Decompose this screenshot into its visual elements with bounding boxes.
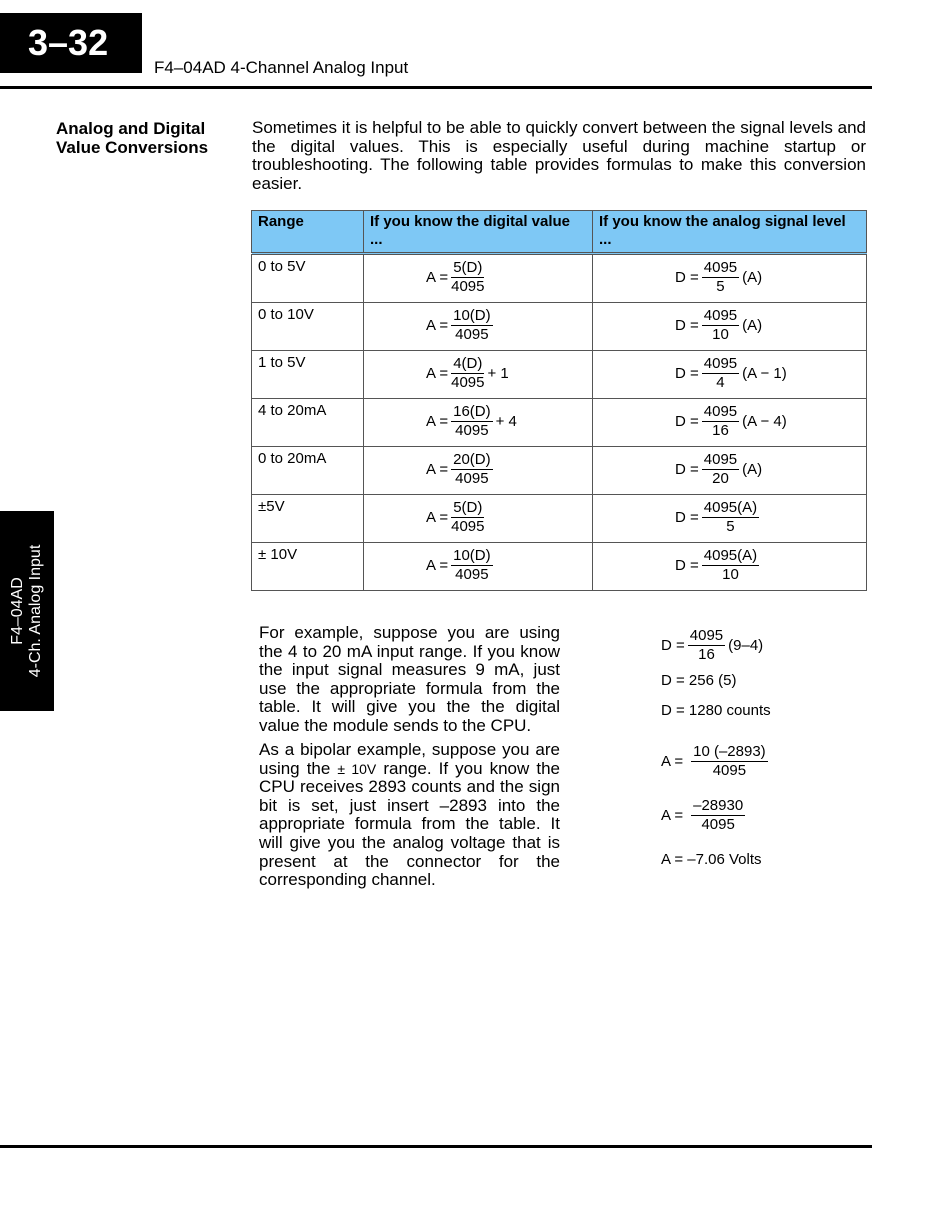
- formula-numerator: 4095: [703, 451, 738, 468]
- range-cell: 0 to 20mA: [252, 447, 364, 495]
- formula-suffix: (A): [742, 461, 763, 478]
- formula-lhs: D =: [675, 269, 699, 286]
- example-eq-2: D = 256 (5): [661, 672, 737, 689]
- table-row: [252, 447, 867, 495]
- formula-denominator: 10: [722, 566, 739, 583]
- formula-lhs: A =: [426, 317, 449, 334]
- digital-formula-cell: [364, 254, 593, 303]
- formula-denominator: 4095: [455, 326, 489, 343]
- eq4-den: 4095: [712, 762, 747, 779]
- formula-lhs: A =: [426, 461, 449, 478]
- formula-denominator: 20: [712, 470, 729, 487]
- header-digital: If you know the digital value ...: [364, 211, 593, 254]
- formula-lhs: A =: [426, 365, 449, 382]
- bipolar-range: ± 10V: [337, 760, 377, 777]
- table-row: [252, 254, 867, 303]
- range-cell: 0 to 5V: [252, 254, 364, 303]
- formula-fraction: [702, 547, 759, 584]
- side-tab-line2: 4-Ch. Analog Input: [27, 544, 44, 678]
- analog-formula-cell: [593, 303, 867, 351]
- intro-paragraph: Sometimes it is helpful to be able to quickly convert between the signal levels and the digital values. This is especially useful during machine startup or troubleshooting. The following table provides formulas to make this conversion easier.: [252, 118, 866, 193]
- example-eq-1: [661, 627, 763, 664]
- formula-fraction: [702, 307, 739, 344]
- digital-formula-cell: [364, 399, 593, 447]
- formula-fraction: [702, 259, 739, 296]
- formula-numerator: 5(D): [453, 499, 483, 516]
- eq1-fraction: [688, 627, 725, 664]
- eq1-suffix: (9–4): [728, 637, 764, 654]
- example-eq-6: A = –7.06 Volts: [661, 851, 762, 868]
- eq1-num: 4095: [689, 627, 724, 644]
- formula-lhs: A =: [426, 509, 449, 526]
- formula-numerator: 4095: [703, 307, 738, 324]
- eq5-fraction: [691, 797, 745, 834]
- eq4-fraction: [691, 743, 768, 780]
- table-row: [252, 495, 867, 543]
- header-rule: [0, 86, 872, 89]
- formula-numerator: 10(D): [453, 307, 491, 324]
- conversion-table: [251, 210, 867, 591]
- range-cell: 4 to 20mA: [252, 399, 364, 447]
- formula-numerator: 4095(A): [703, 547, 758, 564]
- formula-numerator: 4095: [703, 355, 738, 372]
- bipolar-example-text: [259, 741, 560, 890]
- formula-numerator: 4(D): [453, 355, 483, 372]
- formula-denominator: 4: [716, 374, 725, 391]
- range-cell: 0 to 10V: [252, 303, 364, 351]
- example-eq-4: [661, 743, 771, 780]
- range-cell: 1 to 5V: [252, 351, 364, 399]
- eq5-lhs: A =: [661, 807, 684, 824]
- example-eq-3: D = 1280 counts: [661, 702, 771, 719]
- formula-numerator: 4095: [703, 259, 738, 276]
- analog-formula-cell: [593, 351, 867, 399]
- formula-fraction: [451, 499, 484, 536]
- formula-lhs: D =: [675, 317, 699, 334]
- range-cell: ± 10V: [252, 543, 364, 591]
- formula-denominator: 5: [716, 278, 725, 295]
- formula-lhs: A =: [426, 557, 449, 574]
- formula-lhs: D =: [675, 509, 699, 526]
- formula-fraction: [702, 403, 739, 440]
- formula-suffix: (A): [742, 317, 763, 334]
- unipolar-example-text: For example, suppose you are using the 4 to 20 mA input range. If you know the input signal measures 9 mA, just use the appropriate formula from the table. It will give you the the digital value the module sends to the CPU.: [259, 623, 560, 735]
- running-title: F4–04AD 4-Channel Analog Input: [154, 58, 409, 77]
- section-heading: [56, 119, 226, 157]
- table-row: [252, 351, 867, 399]
- formula-numerator: 16(D): [453, 403, 491, 420]
- bipolar-text-part1: As a bipolar example, suppose you are using the: [259, 740, 560, 778]
- digital-formula-cell: [364, 543, 593, 591]
- formula-denominator: 4095: [455, 422, 489, 439]
- formula-denominator: 4095: [451, 518, 485, 535]
- formula-lhs: A =: [426, 413, 449, 430]
- formula-fraction: [451, 403, 493, 440]
- formula-fraction: [451, 451, 493, 488]
- formula-suffix: (A): [742, 269, 763, 286]
- formula-lhs: D =: [675, 413, 699, 430]
- section-heading-line1: Analog and Digital: [56, 119, 206, 138]
- formula-lhs: D =: [675, 461, 699, 478]
- analog-formula-cell: [593, 399, 867, 447]
- footer-rule: [0, 1145, 872, 1148]
- table-row: [252, 543, 867, 591]
- formula-denominator: 4095: [451, 278, 485, 295]
- analog-formula-cell: [593, 254, 867, 303]
- formula-numerator: 4095(A): [703, 499, 758, 516]
- formula-lhs: D =: [675, 365, 699, 382]
- formula-lhs: D =: [675, 557, 699, 574]
- formula-suffix: + 1: [487, 365, 509, 382]
- eq4-lhs: A =: [661, 753, 684, 770]
- formula-fraction: [702, 451, 739, 488]
- formula-fraction: [451, 547, 493, 584]
- formula-numerator: 5(D): [453, 259, 483, 276]
- formula-numerator: 20(D): [453, 451, 491, 468]
- formula-numerator: 4095: [703, 403, 738, 420]
- analog-formula-cell: [593, 543, 867, 591]
- table-row: [252, 303, 867, 351]
- bipolar-text-part2: range. If you know the CPU receives 2893 counts and the sign bit is set, just insert –2893 into the appropriate formula from the table. It will give you the analog voltage that is present at the connector for the corresponding channel.: [259, 758, 560, 890]
- formula-denominator: 4095: [451, 374, 485, 391]
- eq1-lhs: D =: [661, 637, 685, 654]
- table-header-row: [252, 211, 867, 254]
- chapter-side-tab: [0, 511, 54, 711]
- side-tab-line1: F4–04AD: [9, 577, 26, 645]
- formula-fraction: [451, 307, 493, 344]
- formula-denominator: 4095: [455, 470, 489, 487]
- formula-denominator: 16: [712, 422, 729, 439]
- header-analog: If you know the analog signal level ...: [593, 211, 867, 254]
- formula-suffix: + 4: [495, 413, 517, 430]
- section-heading-line2: Value Conversions: [56, 138, 209, 157]
- formula-denominator: 4095: [455, 566, 489, 583]
- digital-formula-cell: [364, 495, 593, 543]
- formula-denominator: 10: [712, 326, 729, 343]
- digital-formula-cell: [364, 303, 593, 351]
- formula-fraction: [702, 355, 739, 392]
- formula-fraction: [702, 499, 759, 536]
- digital-formula-cell: [364, 447, 593, 495]
- formula-denominator: 5: [726, 518, 735, 535]
- formula-lhs: A =: [426, 269, 449, 286]
- formula-fraction: [451, 259, 484, 296]
- digital-formula-cell: [364, 351, 593, 399]
- formula-fraction: [451, 355, 484, 392]
- analog-formula-cell: [593, 447, 867, 495]
- eq1-den: 16: [698, 646, 715, 663]
- page-number: 3–32: [0, 13, 142, 73]
- formula-numerator: 10(D): [453, 547, 491, 564]
- example-eq-5: [661, 797, 748, 834]
- table-row: [252, 399, 867, 447]
- analog-formula-cell: [593, 495, 867, 543]
- eq5-den: 4095: [701, 816, 735, 833]
- formula-suffix: (A − 1): [742, 365, 787, 382]
- eq5-num: –28930: [693, 797, 744, 814]
- header-range: Range: [252, 211, 364, 254]
- eq4-num: 10 (–2893): [693, 743, 766, 760]
- range-cell: ±5V: [252, 495, 364, 543]
- formula-suffix: (A − 4): [742, 413, 787, 430]
